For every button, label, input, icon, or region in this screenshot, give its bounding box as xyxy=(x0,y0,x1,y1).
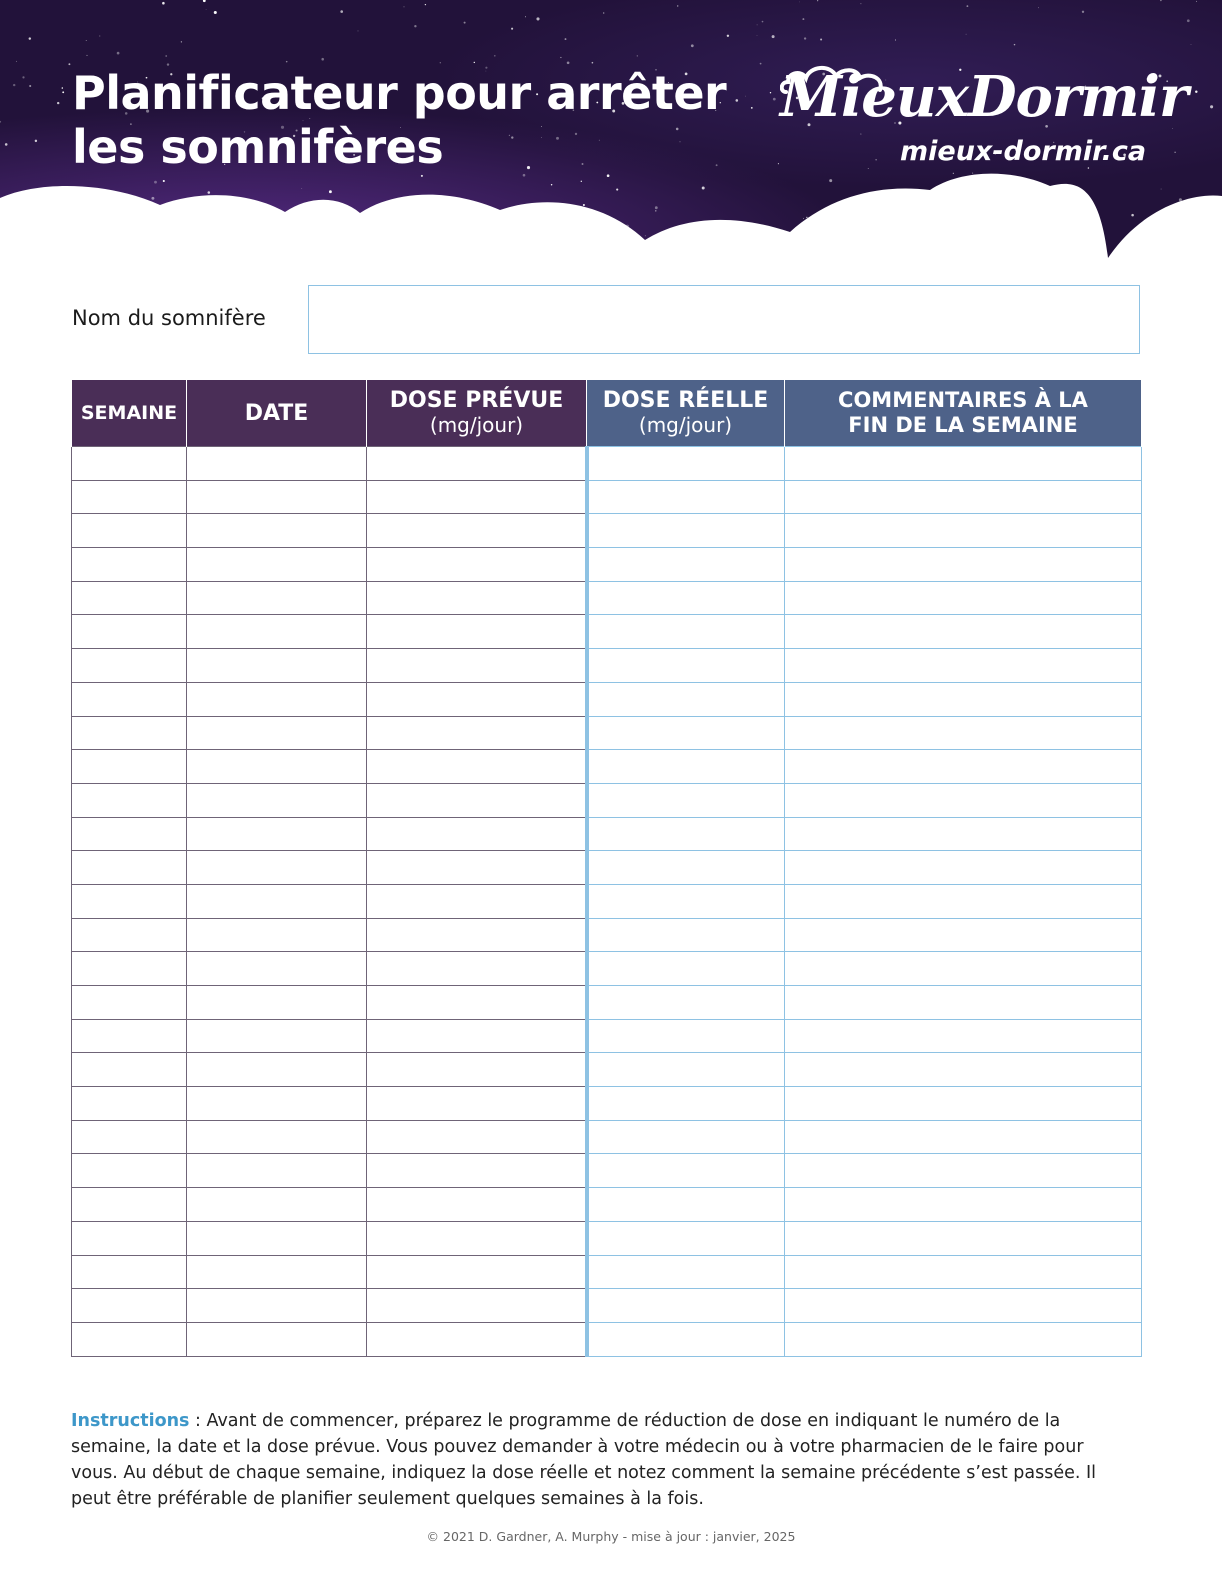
star xyxy=(1174,152,1175,153)
date-cell[interactable] xyxy=(187,1221,367,1255)
actual-dose-cell[interactable] xyxy=(587,615,785,649)
week-cell[interactable] xyxy=(72,817,187,851)
mieux-dormir-logo xyxy=(780,62,1188,182)
date-cell[interactable] xyxy=(187,952,367,986)
star xyxy=(1131,214,1134,217)
date-cell[interactable] xyxy=(187,884,367,918)
planned-dose-cell[interactable] xyxy=(367,1019,587,1053)
week-cell[interactable] xyxy=(72,750,187,784)
week-cell[interactable] xyxy=(72,783,187,817)
actual-dose-cell[interactable] xyxy=(587,1255,785,1289)
table-row xyxy=(72,548,1142,582)
star xyxy=(637,55,638,56)
star xyxy=(645,235,646,236)
table-row xyxy=(72,986,1142,1020)
date-cell[interactable] xyxy=(187,480,367,514)
date-cell[interactable] xyxy=(187,716,367,750)
sleeping-pill-name-label: Nom du somnifère xyxy=(72,306,266,330)
star xyxy=(691,44,694,47)
date-cell[interactable] xyxy=(187,986,367,1020)
week-cell[interactable] xyxy=(72,1120,187,1154)
comments-cell[interactable] xyxy=(785,1221,1142,1255)
star xyxy=(751,107,753,109)
week-cell[interactable] xyxy=(72,1255,187,1289)
star xyxy=(206,9,207,10)
table-row xyxy=(72,615,1142,649)
star xyxy=(16,61,17,62)
star xyxy=(1038,7,1039,8)
star xyxy=(425,4,426,5)
comments-cell[interactable] xyxy=(785,1322,1142,1356)
sleeping-pill-name-field[interactable] xyxy=(308,285,1140,354)
week-cell[interactable] xyxy=(72,1289,187,1323)
planned-dose-cell[interactable] xyxy=(367,1087,587,1121)
planned-dose-cell[interactable] xyxy=(367,1221,587,1255)
star xyxy=(440,62,441,63)
star xyxy=(525,16,526,17)
date-cell[interactable] xyxy=(187,649,367,683)
week-cell[interactable] xyxy=(72,884,187,918)
planned-dose-cell[interactable] xyxy=(367,514,587,548)
star xyxy=(511,28,513,30)
planned-dose-cell[interactable] xyxy=(367,952,587,986)
comments-cell[interactable] xyxy=(785,514,1142,548)
star xyxy=(286,61,288,63)
week-cell[interactable] xyxy=(72,851,187,885)
star xyxy=(1161,189,1162,190)
comments-cell[interactable] xyxy=(785,884,1142,918)
planned-dose-cell[interactable] xyxy=(367,581,587,615)
star xyxy=(86,40,87,41)
star xyxy=(799,2,800,3)
star xyxy=(1014,44,1016,46)
star xyxy=(87,55,88,56)
table-row xyxy=(72,817,1142,851)
planned-dose-cell[interactable] xyxy=(367,986,587,1020)
actual-dose-cell[interactable] xyxy=(587,1322,785,1356)
week-cell[interactable] xyxy=(72,1221,187,1255)
actual-dose-cell[interactable] xyxy=(587,514,785,548)
instructions-paragraph xyxy=(71,1408,1131,1512)
planned-dose-cell[interactable] xyxy=(367,716,587,750)
date-cell[interactable] xyxy=(187,1120,367,1154)
actual-dose-cell[interactable] xyxy=(587,649,785,683)
date-cell[interactable] xyxy=(187,750,367,784)
table-row xyxy=(72,918,1142,952)
star xyxy=(655,210,656,211)
planned-dose-cell[interactable] xyxy=(367,1188,587,1222)
week-cell[interactable] xyxy=(72,1019,187,1053)
planned-dose-cell[interactable] xyxy=(367,851,587,885)
planned-dose-cell[interactable] xyxy=(367,884,587,918)
star xyxy=(736,99,739,102)
star xyxy=(358,30,359,31)
comments-cell[interactable] xyxy=(785,783,1142,817)
comments-cell[interactable] xyxy=(785,1019,1142,1053)
tapering-schedule-table xyxy=(71,380,1142,1357)
star xyxy=(29,37,31,39)
week-cell[interactable] xyxy=(72,480,187,514)
comments-cell[interactable] xyxy=(785,447,1142,481)
week-cell[interactable] xyxy=(72,1322,187,1356)
star xyxy=(757,24,758,25)
star xyxy=(181,41,182,42)
star xyxy=(208,191,211,194)
week-cell[interactable] xyxy=(72,716,187,750)
planned-dose-cell[interactable] xyxy=(367,615,587,649)
star xyxy=(762,21,764,23)
star xyxy=(770,92,771,93)
comments-cell[interactable] xyxy=(785,1087,1142,1121)
date-cell[interactable] xyxy=(187,1289,367,1323)
actual-dose-cell[interactable] xyxy=(587,1188,785,1222)
star xyxy=(806,217,807,218)
week-cell[interactable] xyxy=(72,447,187,481)
table-row xyxy=(72,480,1142,514)
comments-cell[interactable] xyxy=(785,918,1142,952)
week-cell[interactable] xyxy=(72,514,187,548)
column-header-planned-dose: DOSE PRÉVUE (mg/jour) xyxy=(367,380,587,447)
actual-dose-cell[interactable] xyxy=(587,851,785,885)
date-cell[interactable] xyxy=(187,1322,367,1356)
comments-cell[interactable] xyxy=(785,1154,1142,1188)
date-cell[interactable] xyxy=(187,1087,367,1121)
actual-dose-cell[interactable] xyxy=(587,1087,785,1121)
star xyxy=(163,180,165,182)
actual-dose-cell[interactable] xyxy=(587,952,785,986)
planned-dose-cell[interactable] xyxy=(367,1255,587,1289)
comments-cell[interactable] xyxy=(785,986,1142,1020)
star xyxy=(778,163,779,164)
date-cell[interactable] xyxy=(187,1053,367,1087)
star xyxy=(655,206,658,209)
table-row xyxy=(72,1154,1142,1188)
star xyxy=(966,34,967,35)
table-row xyxy=(72,514,1142,548)
star xyxy=(966,5,968,7)
date-cell[interactable] xyxy=(187,548,367,582)
column-header-actual-dose: DOSE RÉELLE (mg/jour) xyxy=(587,380,785,447)
star xyxy=(151,197,154,200)
actual-dose-cell[interactable] xyxy=(587,1221,785,1255)
star xyxy=(1196,1,1197,2)
star xyxy=(802,18,804,20)
date-cell[interactable] xyxy=(187,581,367,615)
star xyxy=(757,35,758,36)
week-cell[interactable] xyxy=(72,986,187,1020)
actual-dose-cell[interactable] xyxy=(587,1053,785,1087)
planned-dose-cell[interactable] xyxy=(367,918,587,952)
date-cell[interactable] xyxy=(187,851,367,885)
planned-dose-cell[interactable] xyxy=(367,548,587,582)
comments-cell[interactable] xyxy=(785,1255,1142,1289)
star xyxy=(340,10,343,13)
week-cell[interactable] xyxy=(72,1053,187,1087)
table-row xyxy=(72,1053,1142,1087)
week-cell[interactable] xyxy=(72,918,187,952)
planned-dose-cell[interactable] xyxy=(367,817,587,851)
table-row xyxy=(72,682,1142,716)
week-cell[interactable] xyxy=(72,615,187,649)
week-cell[interactable] xyxy=(72,952,187,986)
star xyxy=(62,87,64,89)
star xyxy=(1195,91,1197,93)
star xyxy=(523,174,526,177)
star xyxy=(464,22,466,24)
table-row xyxy=(72,783,1142,817)
actual-dose-cell[interactable] xyxy=(587,986,785,1020)
date-cell[interactable] xyxy=(187,783,367,817)
date-cell[interactable] xyxy=(187,1255,367,1289)
week-cell[interactable] xyxy=(72,1188,187,1222)
table-row xyxy=(72,447,1142,481)
star xyxy=(565,38,567,40)
star xyxy=(214,11,217,14)
column-header-week: SEMAINE xyxy=(72,380,187,447)
star xyxy=(1179,198,1182,201)
week-cell[interactable] xyxy=(72,581,187,615)
title-line-2: les somnifères xyxy=(72,120,444,174)
star xyxy=(494,55,496,57)
comments-cell[interactable] xyxy=(785,716,1142,750)
star xyxy=(1191,44,1192,45)
logo-url: mieux-dormir.ca xyxy=(900,136,1147,167)
star xyxy=(567,61,570,64)
actual-dose-cell[interactable] xyxy=(587,480,785,514)
star xyxy=(68,63,70,65)
star xyxy=(321,58,324,61)
page-title xyxy=(72,66,726,174)
star xyxy=(404,7,405,8)
planned-dose-cell[interactable] xyxy=(367,447,587,481)
table-row xyxy=(72,1087,1142,1121)
comments-cell[interactable] xyxy=(785,851,1142,885)
table-header-row xyxy=(72,380,1142,447)
planned-dose-cell[interactable] xyxy=(367,682,587,716)
week-cell[interactable] xyxy=(72,548,187,582)
logo-wordmark: MieuxDormir xyxy=(780,64,1188,130)
actual-dose-cell[interactable] xyxy=(587,1154,785,1188)
actual-dose-cell[interactable] xyxy=(587,581,785,615)
date-cell[interactable] xyxy=(187,817,367,851)
star xyxy=(760,63,762,65)
table-row xyxy=(72,952,1142,986)
comments-cell[interactable] xyxy=(785,615,1142,649)
star xyxy=(1187,19,1190,22)
instructions-text: : Avant de commencer, préparez le programme de réduction de dose en indiquant le numéro de la semaine, la date et la dose prévue. Vous pouvez demander à votre médecin ou à votre pharmacien de le faire pour vous. Au début de chaque semaine, indiquez la dose réelle et notez comment la semaine précédente s’est passée. Il peut être préférable de planifier seulement quelques semaines à la fois. xyxy=(71,1411,1096,1509)
star xyxy=(329,190,332,193)
date-cell[interactable] xyxy=(187,514,367,548)
star xyxy=(13,84,15,86)
date-cell[interactable] xyxy=(187,615,367,649)
table-row xyxy=(72,750,1142,784)
planned-dose-cell[interactable] xyxy=(367,649,587,683)
star xyxy=(421,175,423,177)
star xyxy=(583,204,585,206)
table-row xyxy=(72,1322,1142,1356)
star xyxy=(301,188,302,189)
comments-cell[interactable] xyxy=(785,682,1142,716)
column-header-comments: COMMENTAIRES À LA FIN DE LA SEMAINE xyxy=(785,380,1142,447)
date-cell[interactable] xyxy=(187,447,367,481)
date-cell[interactable] xyxy=(187,1019,367,1053)
actual-dose-cell[interactable] xyxy=(587,716,785,750)
date-cell[interactable] xyxy=(187,918,367,952)
star xyxy=(62,91,64,93)
week-cell[interactable] xyxy=(72,1154,187,1188)
actual-dose-cell[interactable] xyxy=(587,783,785,817)
star xyxy=(817,0,818,1)
table-row xyxy=(72,1019,1142,1053)
planned-dose-cell[interactable] xyxy=(367,1120,587,1154)
table-row xyxy=(72,581,1142,615)
star xyxy=(677,5,678,6)
star xyxy=(603,12,604,13)
star xyxy=(820,38,822,40)
table-row xyxy=(72,1289,1142,1323)
actual-dose-cell[interactable] xyxy=(587,1289,785,1323)
star xyxy=(581,181,582,182)
star xyxy=(773,98,776,101)
star xyxy=(607,174,610,177)
star xyxy=(592,62,594,64)
star xyxy=(154,181,157,184)
comments-cell[interactable] xyxy=(785,1188,1142,1222)
table-row xyxy=(72,1188,1142,1222)
date-cell[interactable] xyxy=(187,1154,367,1188)
star xyxy=(1210,105,1213,108)
star xyxy=(536,17,539,20)
table-row xyxy=(72,649,1142,683)
planned-dose-cell[interactable] xyxy=(367,750,587,784)
star xyxy=(57,102,59,104)
table-row xyxy=(72,1221,1142,1255)
actual-dose-cell[interactable] xyxy=(587,1120,785,1154)
planned-dose-cell[interactable] xyxy=(367,480,587,514)
star xyxy=(474,62,475,63)
star xyxy=(772,35,775,38)
planned-dose-cell[interactable] xyxy=(367,1322,587,1356)
copyright-footer: © 2021 D. Gardner, A. Murphy - mise à jour : janvier, 2025 xyxy=(426,1529,796,1544)
week-cell[interactable] xyxy=(72,649,187,683)
actual-dose-cell[interactable] xyxy=(587,1019,785,1053)
star xyxy=(5,143,8,146)
comments-cell[interactable] xyxy=(785,1053,1142,1087)
star xyxy=(804,37,806,39)
actual-dose-cell[interactable] xyxy=(587,548,785,582)
planned-dose-cell[interactable] xyxy=(367,1154,587,1188)
planned-dose-cell[interactable] xyxy=(367,1053,587,1087)
planned-dose-cell[interactable] xyxy=(367,783,587,817)
comments-cell[interactable] xyxy=(785,581,1142,615)
table-row xyxy=(72,851,1142,885)
table-row xyxy=(72,716,1142,750)
star xyxy=(29,85,31,87)
comments-cell[interactable] xyxy=(785,480,1142,514)
star xyxy=(895,40,896,41)
star xyxy=(99,36,100,37)
instructions-label: Instructions xyxy=(71,1411,190,1431)
star xyxy=(551,184,552,185)
actual-dose-cell[interactable] xyxy=(587,884,785,918)
table-row xyxy=(72,1255,1142,1289)
comments-cell[interactable] xyxy=(785,1120,1142,1154)
star xyxy=(727,35,729,37)
actual-dose-cell[interactable] xyxy=(587,918,785,952)
star xyxy=(22,76,24,78)
date-cell[interactable] xyxy=(187,682,367,716)
actual-dose-cell[interactable] xyxy=(587,447,785,481)
actual-dose-cell[interactable] xyxy=(587,682,785,716)
table-row xyxy=(72,1120,1142,1154)
comments-cell[interactable] xyxy=(785,750,1142,784)
actual-dose-cell[interactable] xyxy=(587,817,785,851)
comments-cell[interactable] xyxy=(785,817,1142,851)
star xyxy=(117,52,120,55)
star xyxy=(702,187,705,190)
star xyxy=(1082,11,1084,13)
star xyxy=(860,3,861,4)
planned-dose-cell[interactable] xyxy=(367,1289,587,1323)
star xyxy=(165,55,167,57)
comments-cell[interactable] xyxy=(785,952,1142,986)
comments-cell[interactable] xyxy=(785,649,1142,683)
star xyxy=(803,218,804,219)
star xyxy=(616,189,618,191)
week-cell[interactable] xyxy=(72,1087,187,1121)
comments-cell[interactable] xyxy=(785,548,1142,582)
header-banner xyxy=(0,0,1222,270)
star xyxy=(35,140,37,142)
column-header-date: DATE xyxy=(187,380,367,447)
star xyxy=(560,57,561,58)
table-row xyxy=(72,884,1142,918)
star xyxy=(162,2,165,5)
star xyxy=(745,96,746,97)
date-cell[interactable] xyxy=(187,1188,367,1222)
actual-dose-cell[interactable] xyxy=(587,750,785,784)
comments-cell[interactable] xyxy=(785,1289,1142,1323)
week-cell[interactable] xyxy=(72,682,187,716)
star xyxy=(414,25,416,27)
title-line-1: Planificateur pour arrêter xyxy=(72,66,727,120)
